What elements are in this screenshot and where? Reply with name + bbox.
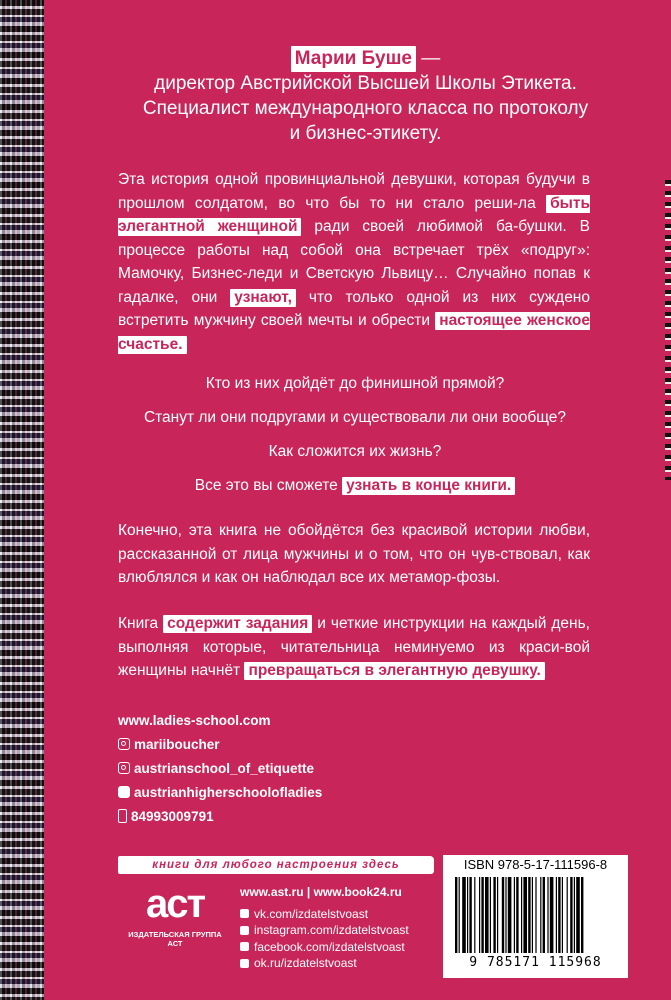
publisher-instagram[interactable]	[240, 922, 409, 939]
publisher-vk-text: vk.com/izdatelstvoast	[254, 906, 369, 921]
barcode-bar	[481, 877, 483, 953]
instagram-link-2[interactable]	[118, 756, 322, 780]
ok-icon	[240, 959, 249, 968]
author-block	[60, 46, 671, 146]
website-text: www.ladies-school.com	[118, 712, 271, 728]
barcode-bar	[508, 877, 512, 953]
vk-icon	[240, 909, 249, 918]
isbn-barcode-box	[443, 855, 628, 978]
barcode-bar	[532, 877, 533, 953]
ast-logo-mark: аст	[145, 882, 205, 926]
publisher-ok-text: ok.ru/izdatelstvoast	[254, 956, 357, 970]
highlight-happiness: настоящее женское счастье.	[118, 312, 591, 353]
question-4-text: Все это вы сможете	[194, 477, 343, 494]
barcode-digits: 9 785171 115968	[469, 955, 602, 970]
story-paragraph	[118, 168, 590, 356]
barcode-bar	[576, 877, 580, 953]
barcode-bar	[467, 877, 468, 953]
instagram-icon	[118, 738, 130, 750]
website-link[interactable]	[118, 708, 322, 732]
barcode-bar	[567, 877, 568, 953]
author-line-3: и бизнес-этикету.	[289, 123, 442, 144]
barcode-bar	[455, 877, 457, 953]
facebook-link[interactable]	[118, 780, 322, 804]
publisher-instagram-text: instagram.com/izdatelstvoast	[254, 923, 409, 937]
barcode-bar	[540, 877, 541, 953]
facebook-text: austrianhigherschoolofladies	[134, 784, 323, 800]
barcode-bar	[558, 877, 560, 953]
slogan-strip: книги для любого настроения здесь	[118, 856, 434, 874]
barcode-bar	[493, 877, 495, 953]
highlight-end-of-book: узнать в конце книги.	[342, 477, 515, 494]
barcode-bar	[479, 877, 480, 953]
barcode-bar	[516, 877, 518, 953]
barcode-bar	[469, 877, 471, 953]
publisher-facebook[interactable]	[240, 939, 409, 956]
barcode-bar	[521, 877, 522, 953]
author-name: Марии Буше	[291, 46, 416, 71]
instagram-1-text: mariiboucher	[134, 736, 220, 752]
barcode-bar	[535, 877, 536, 953]
barcode-bar	[528, 877, 530, 953]
facebook-icon	[118, 786, 130, 798]
barcode-bar	[570, 877, 572, 953]
barcode-bar	[562, 877, 563, 953]
author-line-2: Специалист международного класса по протоколу	[142, 98, 589, 119]
barcode-bar	[581, 877, 583, 953]
instagram-2-text: austrianschool_of_etiquette	[134, 760, 315, 776]
phone-link[interactable]	[118, 804, 322, 828]
highlight-elegant-woman: быть элегантной женщиной	[118, 194, 590, 235]
ast-logo-caption: ИЗДАТЕЛЬСКАЯ ГРУППА АСТ	[128, 930, 222, 948]
highlight-tasks: содержит задания	[163, 615, 312, 632]
phone-icon	[118, 809, 127, 823]
isbn-label: ISBN 978-5-17-111596-8	[463, 857, 608, 872]
tasks-text-1: Книга	[118, 615, 164, 632]
barcode-bar	[505, 877, 506, 953]
story-text-2: ради своей любимой ба-бушки. В процессе работы над собой она встречает трёх «подруг»: Мамочку, Бизнес-леди и Светскую Львицу… Случайно попав к гадалке, они	[118, 218, 590, 306]
publisher-vk[interactable]	[240, 906, 409, 923]
barcode-bar	[502, 877, 504, 953]
story-text-1: Эта история одной провинциальной девушки, которая будучи в прошлом солдатом, во что бы то ни стало реши-ла	[118, 171, 590, 212]
author-links	[118, 708, 322, 828]
question-4	[100, 475, 610, 497]
story-text-3: что только одной из них суждено встретить мужчину своей мечты и обрести	[118, 288, 590, 329]
highlight-transform: превращаться в элегантную девушку.	[244, 662, 544, 679]
question-1: Кто из них дойдёт до финишной прямой?	[205, 375, 505, 392]
barcode-bar	[459, 877, 460, 953]
author-line-1: директор Австрийской Высшей Школы Этикета.	[154, 73, 577, 94]
publisher-websites[interactable]: www.ast.ru | www.book24.ru	[240, 885, 402, 899]
tasks-text-2: и четкие инструкции на каждый день, выполняя которые, читательница неминуемо из краси-вой женщины начнёт	[118, 615, 590, 679]
publisher-links	[240, 884, 409, 972]
barcode-bar	[574, 877, 575, 953]
publisher-ok[interactable]	[240, 955, 409, 972]
phone-text: 84993009791	[131, 808, 214, 824]
barcode-bar	[490, 877, 491, 953]
question-3: Как сложится их жизнь?	[268, 443, 442, 460]
instagram-icon	[240, 926, 249, 935]
barcode-bar	[514, 877, 515, 953]
barcode-bar	[547, 877, 548, 953]
publisher-facebook-text: facebook.com/izdatelstvoast	[254, 939, 405, 954]
barcode-bar	[497, 877, 498, 953]
barcode-bar	[550, 877, 554, 953]
love-story-paragraph: Конечно, эта книга не обойдётся без красивой истории любви, рассказанной от лица мужчины и о том, что он чув-ствовал, как влюблялся и как он наблюдал все их метамор-фозы.	[118, 522, 590, 586]
instagram-icon	[118, 762, 130, 774]
author-dash: —	[421, 48, 441, 69]
tweed-fabric-edge	[0, 0, 44, 1000]
highlight-learn: узнают,	[230, 289, 296, 306]
instagram-link-1[interactable]	[118, 732, 322, 756]
facebook-icon	[240, 942, 249, 951]
barcode-bar	[543, 877, 545, 953]
tasks-paragraph	[118, 612, 590, 683]
barcode-bar	[523, 877, 527, 953]
ast-logo	[120, 884, 230, 948]
barcode-bar	[462, 877, 466, 953]
barcode	[451, 877, 620, 955]
question-2: Станут ли они подругами и существовали ли они вообще?	[143, 409, 567, 426]
tweed-right-edge	[665, 180, 671, 480]
barcode-bar	[485, 877, 489, 953]
barcode-bar	[474, 877, 475, 953]
barcode-bar	[556, 877, 557, 953]
